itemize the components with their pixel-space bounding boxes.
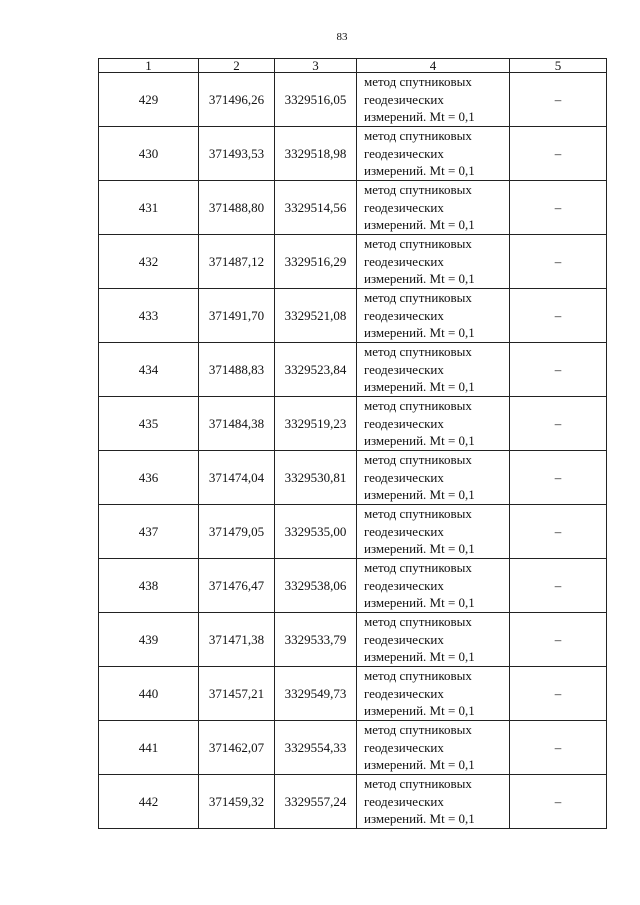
x-coordinate-cell: 371457,21 bbox=[199, 667, 275, 721]
table-header-row bbox=[99, 59, 607, 73]
note-cell: – bbox=[510, 73, 607, 127]
method-line: геодезических bbox=[364, 469, 444, 485]
note-cell: – bbox=[510, 667, 607, 721]
table-row bbox=[99, 289, 607, 343]
method-cell bbox=[357, 343, 510, 397]
column-header-1: 1 bbox=[99, 59, 199, 73]
method-cell bbox=[357, 775, 510, 829]
x-coordinate-cell: 371462,07 bbox=[199, 721, 275, 775]
method-line: измерений. Mt = 0,1 bbox=[364, 757, 475, 773]
method-line: геодезических bbox=[364, 361, 444, 377]
table-row bbox=[99, 721, 607, 775]
table-row bbox=[99, 397, 607, 451]
point-number-cell: 438 bbox=[99, 559, 199, 613]
note-cell: – bbox=[510, 559, 607, 613]
method-line: метод спутниковых bbox=[364, 344, 472, 360]
point-number-cell: 432 bbox=[99, 235, 199, 289]
note-cell: – bbox=[510, 775, 607, 829]
method-line: метод спутниковых bbox=[364, 290, 472, 306]
column-header-2: 2 bbox=[199, 59, 275, 73]
table-row bbox=[99, 559, 607, 613]
column-header-3: 3 bbox=[275, 59, 357, 73]
point-number-cell: 442 bbox=[99, 775, 199, 829]
method-line: метод спутниковых bbox=[364, 722, 472, 738]
method-line: метод спутниковых bbox=[364, 614, 472, 630]
x-coordinate-cell: 371474,04 bbox=[199, 451, 275, 505]
method-cell bbox=[357, 613, 510, 667]
y-coordinate-cell: 3329538,06 bbox=[275, 559, 357, 613]
table-row bbox=[99, 451, 607, 505]
note-cell: – bbox=[510, 289, 607, 343]
method-line: метод спутниковых bbox=[364, 452, 472, 468]
coordinates-table bbox=[98, 58, 607, 829]
point-number-cell: 429 bbox=[99, 73, 199, 127]
method-line: геодезических bbox=[364, 523, 444, 539]
x-coordinate-cell: 371471,38 bbox=[199, 613, 275, 667]
note-cell: – bbox=[510, 127, 607, 181]
method-line: измерений. Mt = 0,1 bbox=[364, 541, 475, 557]
method-line: геодезических bbox=[364, 91, 444, 107]
x-coordinate-cell: 371459,32 bbox=[199, 775, 275, 829]
method-line: метод спутниковых bbox=[364, 182, 472, 198]
method-line: геодезических bbox=[364, 631, 444, 647]
method-line: измерений. Mt = 0,1 bbox=[364, 379, 475, 395]
method-line: измерений. Mt = 0,1 bbox=[364, 811, 475, 827]
method-cell bbox=[357, 289, 510, 343]
x-coordinate-cell: 371488,80 bbox=[199, 181, 275, 235]
method-cell bbox=[357, 451, 510, 505]
point-number-cell: 437 bbox=[99, 505, 199, 559]
method-line: измерений. Mt = 0,1 bbox=[364, 271, 475, 287]
table-row bbox=[99, 613, 607, 667]
x-coordinate-cell: 371484,38 bbox=[199, 397, 275, 451]
table-row bbox=[99, 235, 607, 289]
method-cell bbox=[357, 505, 510, 559]
y-coordinate-cell: 3329514,56 bbox=[275, 181, 357, 235]
method-line: метод спутниковых bbox=[364, 668, 472, 684]
note-cell: – bbox=[510, 451, 607, 505]
method-line: геодезических bbox=[364, 415, 444, 431]
method-line: геодезических bbox=[364, 739, 444, 755]
note-cell: – bbox=[510, 397, 607, 451]
point-number-cell: 440 bbox=[99, 667, 199, 721]
method-line: геодезических bbox=[364, 307, 444, 323]
x-coordinate-cell: 371487,12 bbox=[199, 235, 275, 289]
point-number-cell: 431 bbox=[99, 181, 199, 235]
column-header-5: 5 bbox=[510, 59, 607, 73]
y-coordinate-cell: 3329557,24 bbox=[275, 775, 357, 829]
point-number-cell: 439 bbox=[99, 613, 199, 667]
y-coordinate-cell: 3329519,23 bbox=[275, 397, 357, 451]
y-coordinate-cell: 3329530,81 bbox=[275, 451, 357, 505]
method-line: метод спутниковых bbox=[364, 74, 472, 90]
x-coordinate-cell: 371488,83 bbox=[199, 343, 275, 397]
point-number-cell: 430 bbox=[99, 127, 199, 181]
table-row bbox=[99, 775, 607, 829]
method-line: измерений. Mt = 0,1 bbox=[364, 703, 475, 719]
method-cell bbox=[357, 235, 510, 289]
table-row bbox=[99, 667, 607, 721]
point-number-cell: 436 bbox=[99, 451, 199, 505]
table-row bbox=[99, 343, 607, 397]
method-line: измерений. Mt = 0,1 bbox=[364, 109, 475, 125]
method-line: геодезических bbox=[364, 199, 444, 215]
point-number-cell: 441 bbox=[99, 721, 199, 775]
table-row bbox=[99, 505, 607, 559]
method-line: метод спутниковых bbox=[364, 128, 472, 144]
method-line: измерений. Mt = 0,1 bbox=[364, 217, 475, 233]
method-line: геодезических bbox=[364, 685, 444, 701]
method-line: измерений. Mt = 0,1 bbox=[364, 487, 475, 503]
method-line: измерений. Mt = 0,1 bbox=[364, 163, 475, 179]
method-line: метод спутниковых bbox=[364, 398, 472, 414]
note-cell: – bbox=[510, 505, 607, 559]
method-line: геодезических bbox=[364, 253, 444, 269]
method-line: измерений. Mt = 0,1 bbox=[364, 649, 475, 665]
table-body bbox=[99, 73, 607, 829]
method-cell bbox=[357, 667, 510, 721]
method-line: метод спутниковых bbox=[364, 506, 472, 522]
method-cell bbox=[357, 127, 510, 181]
column-header-4: 4 bbox=[357, 59, 510, 73]
method-cell bbox=[357, 397, 510, 451]
x-coordinate-cell: 371476,47 bbox=[199, 559, 275, 613]
note-cell: – bbox=[510, 721, 607, 775]
table-row bbox=[99, 73, 607, 127]
method-cell bbox=[357, 181, 510, 235]
note-cell: – bbox=[510, 235, 607, 289]
y-coordinate-cell: 3329516,29 bbox=[275, 235, 357, 289]
y-coordinate-cell: 3329533,79 bbox=[275, 613, 357, 667]
point-number-cell: 434 bbox=[99, 343, 199, 397]
method-line: измерений. Mt = 0,1 bbox=[364, 433, 475, 449]
method-cell bbox=[357, 721, 510, 775]
note-cell: – bbox=[510, 613, 607, 667]
method-line: измерений. Mt = 0,1 bbox=[364, 595, 475, 611]
table-row bbox=[99, 181, 607, 235]
method-line: метод спутниковых bbox=[364, 236, 472, 252]
x-coordinate-cell: 371491,70 bbox=[199, 289, 275, 343]
note-cell: – bbox=[510, 181, 607, 235]
method-line: геодезических bbox=[364, 145, 444, 161]
x-coordinate-cell: 371496,26 bbox=[199, 73, 275, 127]
method-line: геодезических bbox=[364, 793, 444, 809]
y-coordinate-cell: 3329535,00 bbox=[275, 505, 357, 559]
y-coordinate-cell: 3329554,33 bbox=[275, 721, 357, 775]
method-line: метод спутниковых bbox=[364, 560, 472, 576]
y-coordinate-cell: 3329516,05 bbox=[275, 73, 357, 127]
method-cell bbox=[357, 559, 510, 613]
x-coordinate-cell: 371479,05 bbox=[199, 505, 275, 559]
method-line: измерений. Mt = 0,1 bbox=[364, 325, 475, 341]
method-line: геодезических bbox=[364, 577, 444, 593]
y-coordinate-cell: 3329523,84 bbox=[275, 343, 357, 397]
point-number-cell: 435 bbox=[99, 397, 199, 451]
method-cell bbox=[357, 73, 510, 127]
y-coordinate-cell: 3329521,08 bbox=[275, 289, 357, 343]
note-cell: – bbox=[510, 343, 607, 397]
y-coordinate-cell: 3329518,98 bbox=[275, 127, 357, 181]
y-coordinate-cell: 3329549,73 bbox=[275, 667, 357, 721]
point-number-cell: 433 bbox=[99, 289, 199, 343]
table-row bbox=[99, 127, 607, 181]
method-line: метод спутниковых bbox=[364, 776, 472, 792]
page-number: 83 bbox=[336, 31, 348, 43]
x-coordinate-cell: 371493,53 bbox=[199, 127, 275, 181]
